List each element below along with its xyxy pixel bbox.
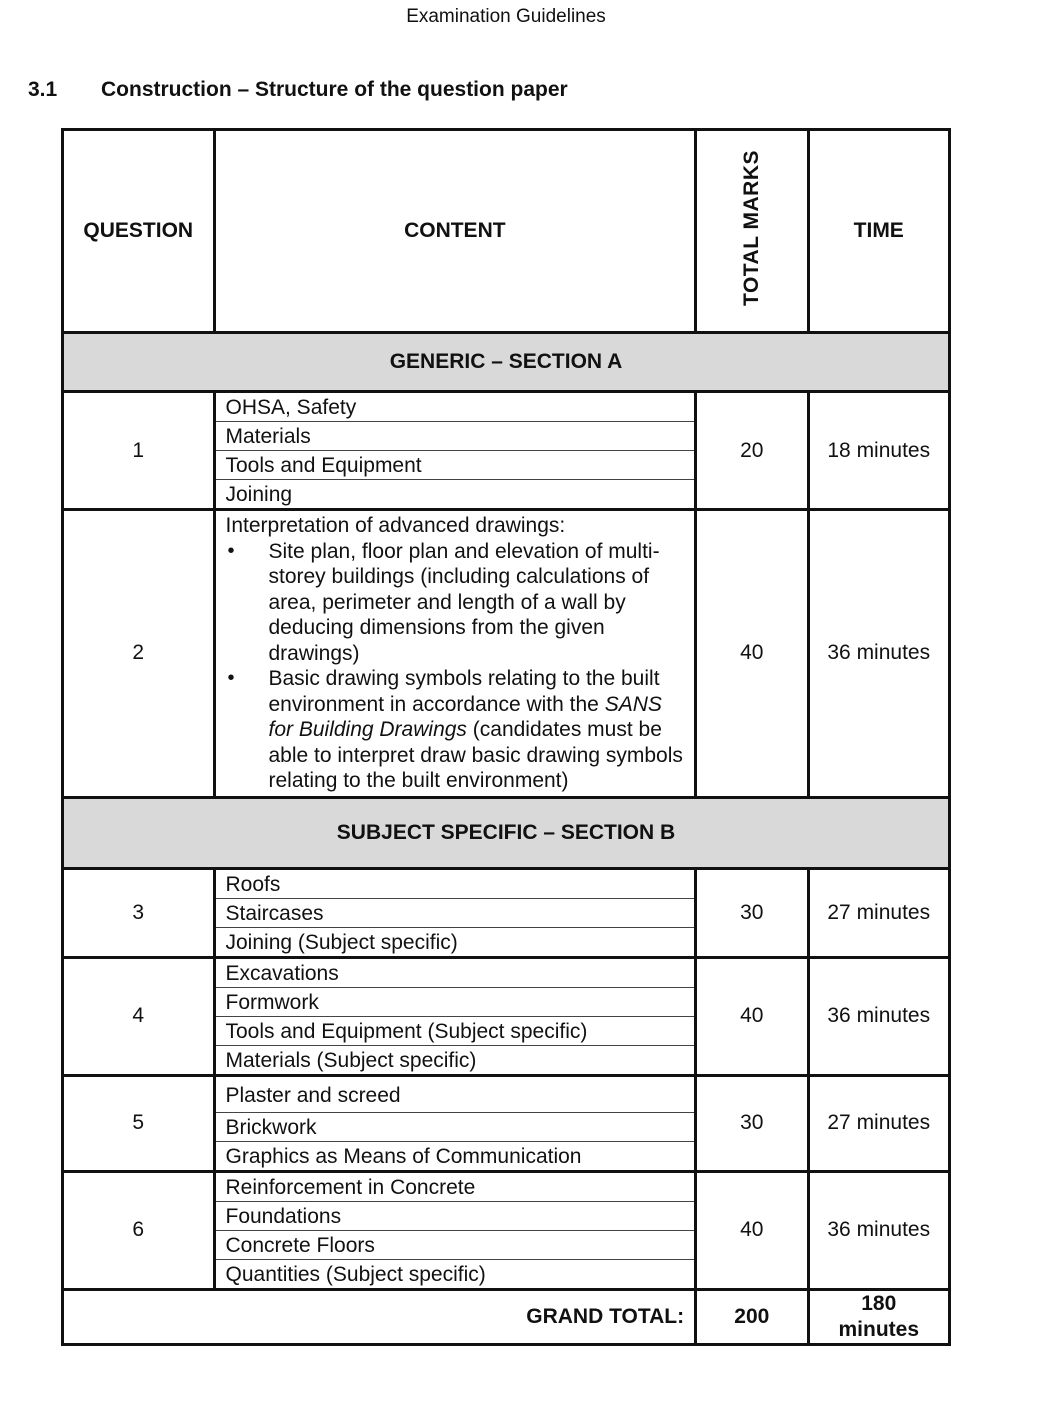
content-item: Joining (Subject specific) xyxy=(225,930,458,954)
question-time: 27 minutes xyxy=(808,868,950,957)
content-item: Joining xyxy=(225,483,293,506)
question-paper-table xyxy=(61,128,951,1346)
header-total-marks-label: TOTAL MARKS xyxy=(739,150,763,306)
table-row-q2 xyxy=(63,510,950,798)
grand-total-row xyxy=(63,1289,950,1344)
grand-total-marks: 200 xyxy=(696,1289,808,1344)
question-number: 1 xyxy=(63,392,215,510)
content-item: Quantities (Subject specific) xyxy=(225,1262,486,1286)
header-content: CONTENT xyxy=(214,130,696,333)
content-item: Formwork xyxy=(216,988,695,1017)
content-item: Reinforcement in Concrete xyxy=(216,1173,695,1202)
content-item: Tools and Equipment (Subject specific) xyxy=(216,1017,695,1046)
question-number: 3 xyxy=(63,868,215,957)
section-a-row xyxy=(63,333,950,392)
content-item: Materials xyxy=(216,422,695,451)
table-row-q1 xyxy=(63,392,950,510)
question-time: 18 minutes xyxy=(808,392,950,510)
question-content xyxy=(214,957,696,1075)
question-time: 36 minutes xyxy=(808,510,950,798)
question-number: 2 xyxy=(63,510,215,798)
question-marks: 30 xyxy=(696,868,808,957)
content-item: Plaster and screed xyxy=(216,1077,695,1113)
page-header: Examination Guidelines xyxy=(406,6,606,27)
question-marks: 40 xyxy=(696,1171,808,1289)
content-item: Staircases xyxy=(216,899,695,928)
grand-total-time xyxy=(808,1289,950,1344)
header-time: TIME xyxy=(808,130,950,333)
header-total-marks xyxy=(696,130,808,333)
section-number: 3.1 xyxy=(28,78,58,101)
content-paragraph xyxy=(216,511,695,796)
content-item: Brickwork xyxy=(216,1113,695,1142)
question-content xyxy=(214,1171,696,1289)
grand-total-time-unit: minutes xyxy=(838,1317,919,1341)
content-item: Concrete Floors xyxy=(216,1231,695,1260)
bullet-item: • Site plan, floor plan and elevation of multi-storey buildings (including calculations of area, perimeter and length of a wall by deducing dimensions from the given drawings) xyxy=(226,539,685,667)
bullet-item xyxy=(226,666,685,794)
question-number: 4 xyxy=(63,957,215,1075)
content-item: Materials (Subject specific) xyxy=(225,1048,477,1072)
content-item: Tools and Equipment xyxy=(216,451,695,480)
bullet-list xyxy=(226,539,685,794)
question-content xyxy=(214,510,696,798)
question-content xyxy=(214,868,696,957)
section-b-row xyxy=(63,797,950,868)
question-marks: 30 xyxy=(696,1075,808,1171)
table-header-row xyxy=(63,130,950,333)
question-marks: 40 xyxy=(696,510,808,798)
question-number: 5 xyxy=(63,1075,215,1171)
question-content xyxy=(214,392,696,510)
content-item: Roofs xyxy=(216,870,695,899)
question-marks: 20 xyxy=(696,392,808,510)
question-time: 36 minutes xyxy=(808,957,950,1075)
content-intro: Interpretation of advanced drawings: xyxy=(225,514,566,537)
section-a-label: GENERIC – SECTION A xyxy=(63,333,950,392)
bullet-italic-text: SANS for Building Drawings xyxy=(268,692,662,741)
question-time: 27 minutes xyxy=(808,1075,950,1171)
section-heading xyxy=(28,78,568,102)
question-number: 6 xyxy=(63,1171,215,1289)
bullet-text: (candidates must be able to interpret draw basic drawing symbols relating to the built environment) xyxy=(268,718,683,792)
table-row-q6 xyxy=(63,1171,950,1289)
grand-total-label: GRAND TOTAL: xyxy=(63,1289,696,1344)
header-question: QUESTION xyxy=(63,130,215,333)
content-item: OHSA, Safety xyxy=(216,393,695,422)
content-item: Excavations xyxy=(216,959,695,988)
section-title: Construction – Structure of the question paper xyxy=(101,78,568,101)
bullet-text: Basic drawing symbols relating to the built environment in accordance with the xyxy=(268,667,660,716)
content-item: Foundations xyxy=(216,1202,695,1231)
question-marks: 40 xyxy=(696,957,808,1075)
question-content xyxy=(214,1075,696,1171)
table-row-q5 xyxy=(63,1075,950,1171)
grand-total-time-value: 180 xyxy=(861,1291,897,1315)
table-row-q3 xyxy=(63,868,950,957)
question-time: 36 minutes xyxy=(808,1171,950,1289)
section-b-label: SUBJECT SPECIFIC – SECTION B xyxy=(63,797,950,868)
table-row-q4 xyxy=(63,957,950,1075)
content-item: Graphics as Means of Communication xyxy=(225,1144,582,1168)
